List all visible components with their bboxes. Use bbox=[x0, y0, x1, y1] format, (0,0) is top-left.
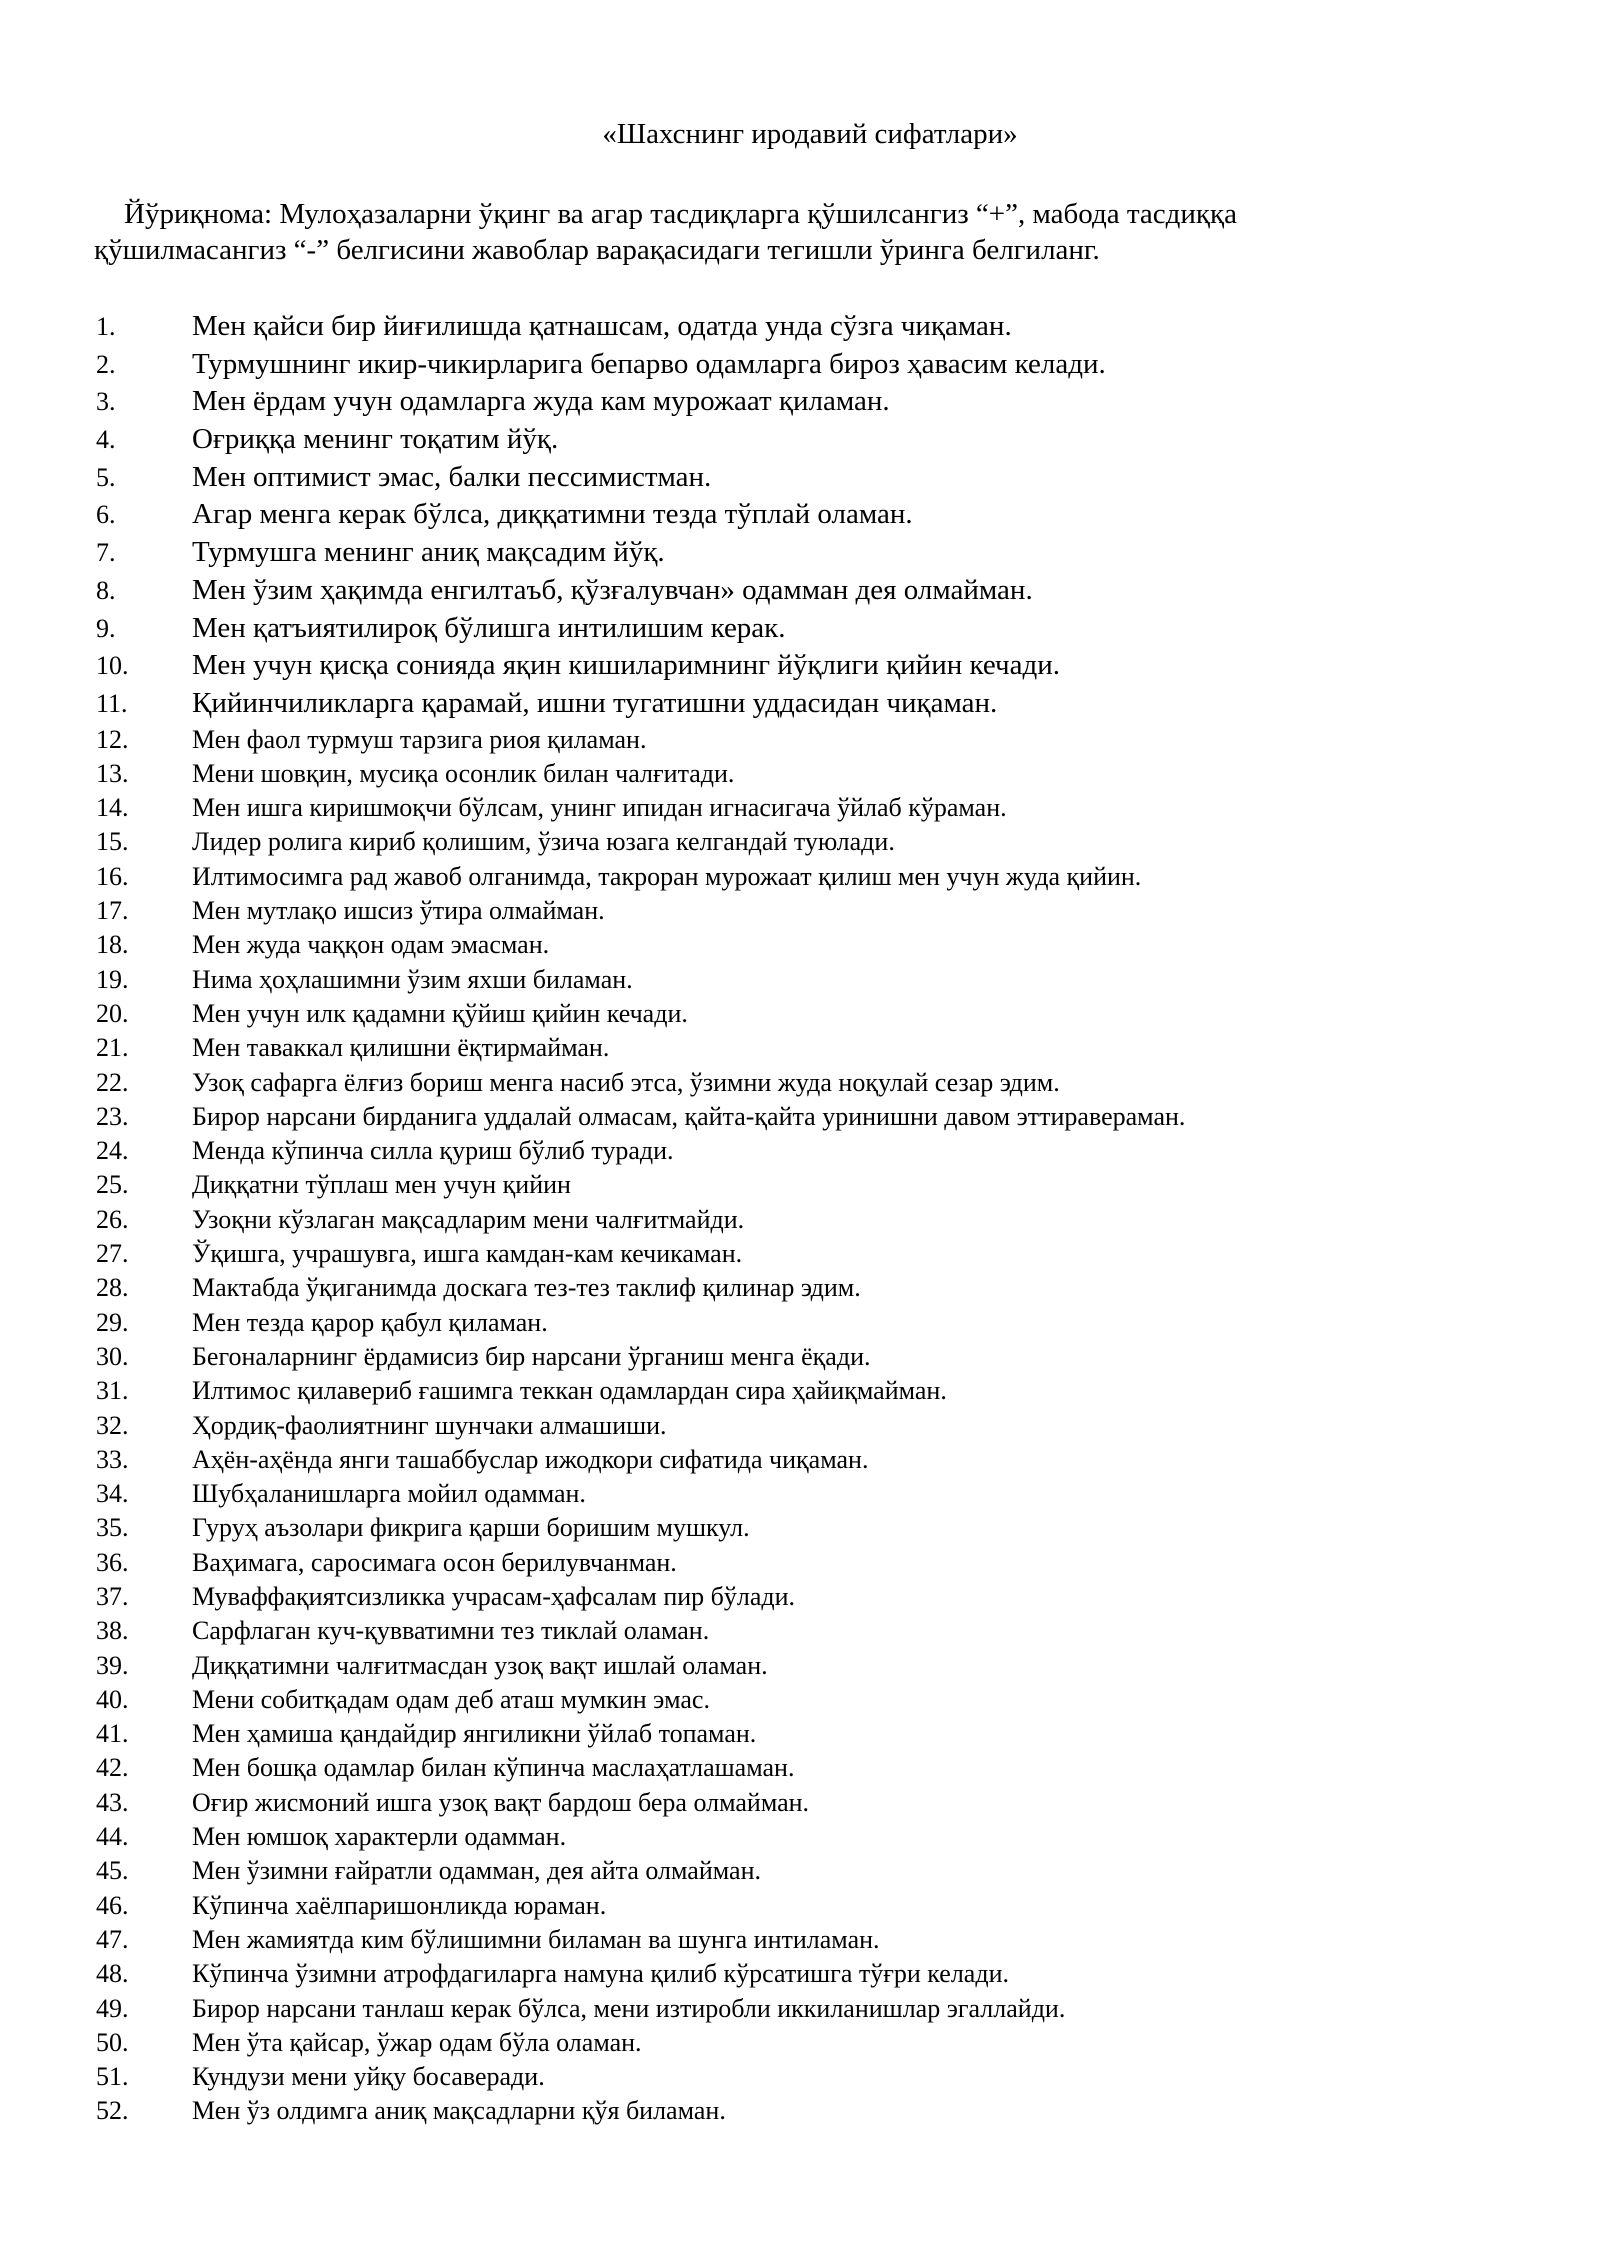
statement-text: Ҳордиқ-фаолиятнинг шунчаки алмашиши. bbox=[192, 1410, 667, 1440]
statement-item bbox=[96, 1203, 1516, 1237]
statement-item bbox=[96, 421, 1516, 459]
statement-item bbox=[96, 1820, 1516, 1854]
statement-list bbox=[96, 308, 1516, 2129]
statement-number: 20. bbox=[96, 998, 129, 1028]
statement-text: Мен ёрдам учун одамларга жуда кам мурожаат қиламан. bbox=[192, 385, 890, 418]
statement-text: Лидер ролига кириб қолишим, ўзича юзага келгандай туюлади. bbox=[192, 827, 895, 857]
statement-item bbox=[96, 2026, 1516, 2060]
statement-text: Оғир жисмоний ишга узоқ вақт бардош бера олмайман. bbox=[192, 1787, 810, 1817]
statement-text: Мен қайси бир йиғилишда қатнашсам, одатда унда сўзга чиқаман. bbox=[192, 310, 1012, 342]
statement-number: 50. bbox=[96, 2027, 129, 2057]
statement-item bbox=[96, 308, 1516, 346]
statement-item bbox=[96, 1786, 1516, 1820]
statement-text: Қийинчиликларга қарамай, ишни тугатишни уддасидан чиқаман. bbox=[192, 686, 998, 719]
statement-item bbox=[96, 1066, 1516, 1100]
statement-text: Мени собитқадам одам деб аташ мумкин эмас. bbox=[192, 1684, 710, 1714]
statement-number: 10. bbox=[96, 651, 129, 681]
statement-text: Мен мутлақо ишсиз ўтира олмайман. bbox=[192, 896, 605, 926]
statement-text: Бирор нарсани танлаш керак бўлса, мени изтиробли иккиланишлар эгаллайди. bbox=[192, 1993, 1066, 2023]
statement-item bbox=[96, 1992, 1516, 2026]
statement-number: 9. bbox=[96, 613, 116, 643]
statement-text: Турмушнинг икир-чикирларига бепарво одамларга бироз ҳавасим келади. bbox=[192, 347, 1106, 380]
statement-number: 38. bbox=[96, 1616, 129, 1646]
statement-text: Шубҳаланишларга мойил одамман. bbox=[192, 1479, 586, 1509]
statement-text: Кўпинча ўзимни атрофдагиларга намуна қилиб кўрсатишга тўғри келади. bbox=[192, 1959, 1009, 1989]
statement-text: Мен ҳамиша қандайдир янгиликни ўйлаб топаман. bbox=[192, 1719, 757, 1749]
statement-item bbox=[96, 1546, 1516, 1580]
statement-item bbox=[96, 1854, 1516, 1888]
statement-text: Мен бошқа одамлар билан кўпинча маслаҳатлашаман. bbox=[192, 1753, 795, 1783]
statement-item bbox=[96, 1477, 1516, 1511]
statement-item bbox=[96, 1374, 1516, 1408]
statement-item bbox=[96, 1683, 1516, 1717]
statement-number: 32. bbox=[96, 1410, 129, 1440]
statement-text: Мен тезда қарор қабул қиламан. bbox=[192, 1307, 548, 1337]
statement-text: Сарфлаган куч-қувватимни тез тиклай оламан. bbox=[192, 1616, 710, 1646]
statement-number: 46. bbox=[96, 1890, 129, 1920]
statement-text: Бегоналарнинг ёрдамисиз бир нарсани ўрганиш менга ёқади. bbox=[192, 1341, 871, 1371]
statement-text: Узоқ сафарга ёлғиз бориш менга насиб этса, ўзимни жуда ноқулай сезар эдим. bbox=[192, 1067, 1060, 1097]
statement-item bbox=[96, 1580, 1516, 1614]
statement-number: 25. bbox=[96, 1170, 129, 1200]
statement-text: Турмушга менинг аниқ мақсадим йўқ. bbox=[192, 536, 665, 569]
statement-text: Мен ўзим ҳақимда енгилтаъб, қўзғалувчан» одамман дея олмайман. bbox=[192, 573, 1033, 606]
statement-number: 7. bbox=[96, 538, 116, 568]
statement-number: 24. bbox=[96, 1136, 129, 1166]
statement-text: Мен ўзимни ғайратли одамман, дея айта олмайман. bbox=[192, 1856, 761, 1886]
statement-number: 47. bbox=[96, 1924, 129, 1954]
statement-number: 37. bbox=[96, 1581, 129, 1611]
statement-text: Мен ишга киришмоқчи бўлсам, унинг ипидан игнасигача ўйлаб кўраман. bbox=[192, 793, 1007, 823]
statement-text: Мен фаол турмуш тарзига риоя қиламан. bbox=[192, 724, 647, 754]
statement-text: Илтимосимга рад жавоб олганимда, такроран мурожаат қилиш мен учун жуда қийин. bbox=[192, 861, 1142, 891]
statement-item bbox=[96, 534, 1516, 572]
statement-item bbox=[96, 2094, 1516, 2128]
statement-number: 31. bbox=[96, 1376, 129, 1406]
statement-number: 1. bbox=[96, 312, 116, 341]
statement-number: 18. bbox=[96, 930, 129, 960]
statement-item bbox=[96, 825, 1516, 859]
statement-number: 49. bbox=[96, 1993, 129, 2023]
statement-text: Мен учун илк қадамни қўйиш қийин кечади. bbox=[192, 998, 688, 1028]
statement-text: Илтимос қилавериб ғашимга теккан одамлардан сира ҳайиқмайман. bbox=[192, 1376, 947, 1406]
statement-item bbox=[96, 1717, 1516, 1751]
statement-number: 8. bbox=[96, 575, 116, 605]
statement-text: Мен оптимист эмас, балки пессимистман. bbox=[192, 460, 712, 493]
statement-item bbox=[96, 757, 1516, 791]
statement-number: 30. bbox=[96, 1341, 129, 1371]
statement-number: 15. bbox=[96, 827, 129, 857]
statement-item bbox=[96, 1957, 1516, 1991]
statement-item bbox=[96, 1614, 1516, 1648]
statement-item bbox=[96, 1168, 1516, 1202]
statement-number: 42. bbox=[96, 1753, 129, 1783]
statement-text: Оғриққа менинг тоқатим йўқ. bbox=[192, 423, 559, 456]
statement-text: Мен ўз олдимга аниқ мақсадларни қўя биламан. bbox=[192, 2096, 726, 2126]
statement-item bbox=[96, 2060, 1516, 2094]
statement-text: Мактабда ўқиганимда доскага тез-тез таклиф қилинар эдим. bbox=[192, 1273, 861, 1303]
statement-item bbox=[96, 1889, 1516, 1923]
statement-number: 35. bbox=[96, 1513, 129, 1543]
statement-text: Ваҳимага, саросимага осон берилувчанман. bbox=[192, 1547, 677, 1577]
statement-number: 51. bbox=[96, 2062, 129, 2092]
statement-number: 52. bbox=[96, 2096, 129, 2126]
statement-item bbox=[96, 1237, 1516, 1271]
statement-text: Мени шовқин, мусиқа осонлик билан чалғитади. bbox=[192, 758, 735, 788]
statement-item bbox=[96, 1100, 1516, 1134]
statement-number: 33. bbox=[96, 1444, 129, 1474]
statement-text: Бирор нарсани бирданига уддалай олмасам, қайта-қайта уринишни давом эттираверaман. bbox=[192, 1101, 1186, 1131]
statement-item bbox=[96, 1443, 1516, 1477]
statement-text: Мен жамиятда ким бўлишимни биламан ва шунга интиламан. bbox=[192, 1924, 880, 1954]
statement-item bbox=[96, 1271, 1516, 1305]
statement-number: 16. bbox=[96, 861, 129, 891]
statement-item bbox=[96, 346, 1516, 384]
statement-number: 13. bbox=[96, 758, 129, 788]
statement-number: 11. bbox=[96, 688, 128, 718]
statement-item bbox=[96, 791, 1516, 825]
statement-item bbox=[96, 383, 1516, 421]
statement-text: Аҳён-аҳёнда янги ташаббуслар ижодкори сифатида чиқаман. bbox=[192, 1444, 869, 1474]
statement-number: 19. bbox=[96, 964, 129, 994]
statement-number: 43. bbox=[96, 1787, 129, 1817]
statement-number: 3. bbox=[96, 387, 116, 417]
statement-number: 39. bbox=[96, 1650, 129, 1680]
statement-text: Диққатни тўплаш мен учун қийин bbox=[192, 1170, 571, 1200]
statement-item bbox=[96, 928, 1516, 962]
statement-text: Узоқни кўзлаган мақсадларим мени чалғитмайди. bbox=[192, 1204, 745, 1234]
statement-number: 41. bbox=[96, 1719, 129, 1749]
statement-text: Мен ўта қайсар, ўжар одам бўла оламан. bbox=[192, 2027, 642, 2057]
statement-number: 2. bbox=[96, 349, 116, 379]
statement-text: Мен юмшоқ характерли одамман. bbox=[192, 1822, 567, 1852]
statement-item bbox=[96, 1923, 1516, 1957]
statement-item bbox=[96, 572, 1516, 610]
statement-item bbox=[96, 610, 1516, 648]
statement-item bbox=[96, 1134, 1516, 1168]
statement-item bbox=[96, 860, 1516, 894]
statement-item bbox=[96, 1649, 1516, 1683]
statement-item bbox=[96, 894, 1516, 928]
statement-number: 26. bbox=[96, 1204, 129, 1234]
statement-number: 44. bbox=[96, 1822, 129, 1852]
statement-number: 4. bbox=[96, 425, 116, 455]
statement-item bbox=[96, 1409, 1516, 1443]
statement-number: 45. bbox=[96, 1856, 129, 1886]
statement-item bbox=[96, 1340, 1516, 1374]
statement-number: 17. bbox=[96, 896, 129, 926]
statement-item bbox=[96, 997, 1516, 1031]
statement-item bbox=[96, 723, 1516, 757]
statement-number: 14. bbox=[96, 793, 129, 823]
statement-text: Ўқишга, учрашувга, ишга камдан-кам кечикаман. bbox=[192, 1239, 743, 1269]
statement-number: 27. bbox=[96, 1239, 129, 1269]
statement-text: Менда кўпинча силла қуриш бўлиб туради. bbox=[192, 1136, 674, 1166]
statement-text: Нима ҳоҳлашимни ўзим яхши биламан. bbox=[192, 964, 633, 994]
statement-number: 40. bbox=[96, 1684, 129, 1714]
statement-item bbox=[96, 1306, 1516, 1340]
statement-number: 12. bbox=[96, 724, 129, 754]
statement-item bbox=[96, 459, 1516, 497]
statement-text: Кундузи мени уйқу босаверади. bbox=[192, 2062, 545, 2092]
instruction-paragraph: Йўриқнома: Мулоҳазаларни ўқинг ва агар тасдиқларга қўшилсангиз “+”, мабода тасдиққа қўшилмасангиз “-” белгисини жавоблар варақасидаги тегишли ўринга белгиланг. bbox=[94, 198, 1237, 266]
statement-text: Мен қатъиятилироқ бўлишга интилишим керак. bbox=[192, 611, 786, 644]
statement-text: Диққатимни чалғитмасдан узоқ вақт ишлай оламан. bbox=[192, 1650, 768, 1680]
statement-number: 36. bbox=[96, 1547, 129, 1577]
statement-item bbox=[96, 647, 1516, 685]
statement-item bbox=[96, 685, 1516, 723]
statement-item bbox=[96, 1031, 1516, 1065]
statement-text: Мен таваккал қилишни ёқтирмайман. bbox=[192, 1033, 610, 1063]
statement-item bbox=[96, 1511, 1516, 1545]
statement-number: 6. bbox=[96, 500, 116, 530]
statement-item bbox=[96, 496, 1516, 534]
statement-number: 23. bbox=[96, 1101, 129, 1131]
statement-number: 22. bbox=[96, 1067, 129, 1097]
statement-text: Агар менга керак бўлса, диққатимни тезда тўплай оламан. bbox=[192, 498, 913, 531]
statement-number: 34. bbox=[96, 1479, 129, 1509]
document-title: «Шахснинг иродавий сифатлари» bbox=[602, 118, 1018, 150]
statement-item bbox=[96, 963, 1516, 997]
statement-item bbox=[96, 1751, 1516, 1785]
statement-number: 29. bbox=[96, 1307, 129, 1337]
statement-number: 21. bbox=[96, 1033, 129, 1063]
statement-text: Мен учун қисқа сонияда яқин кишиларимнинг йўқлиги қийин кечади. bbox=[192, 649, 1060, 682]
statement-text: Гуруҳ аъзолари фикрига қарши боришим мушкул. bbox=[192, 1513, 750, 1543]
statement-text: Кўпинча хаёлпаришонликда юраман. bbox=[192, 1890, 607, 1920]
statement-text: Муваффақиятсизликка учрасам-ҳафсалам пир бўлади. bbox=[192, 1581, 796, 1611]
statement-number: 48. bbox=[96, 1959, 129, 1989]
statement-text: Мен жуда чаққон одам эмасман. bbox=[192, 930, 550, 960]
statement-number: 28. bbox=[96, 1273, 129, 1303]
statement-number: 5. bbox=[96, 462, 116, 492]
